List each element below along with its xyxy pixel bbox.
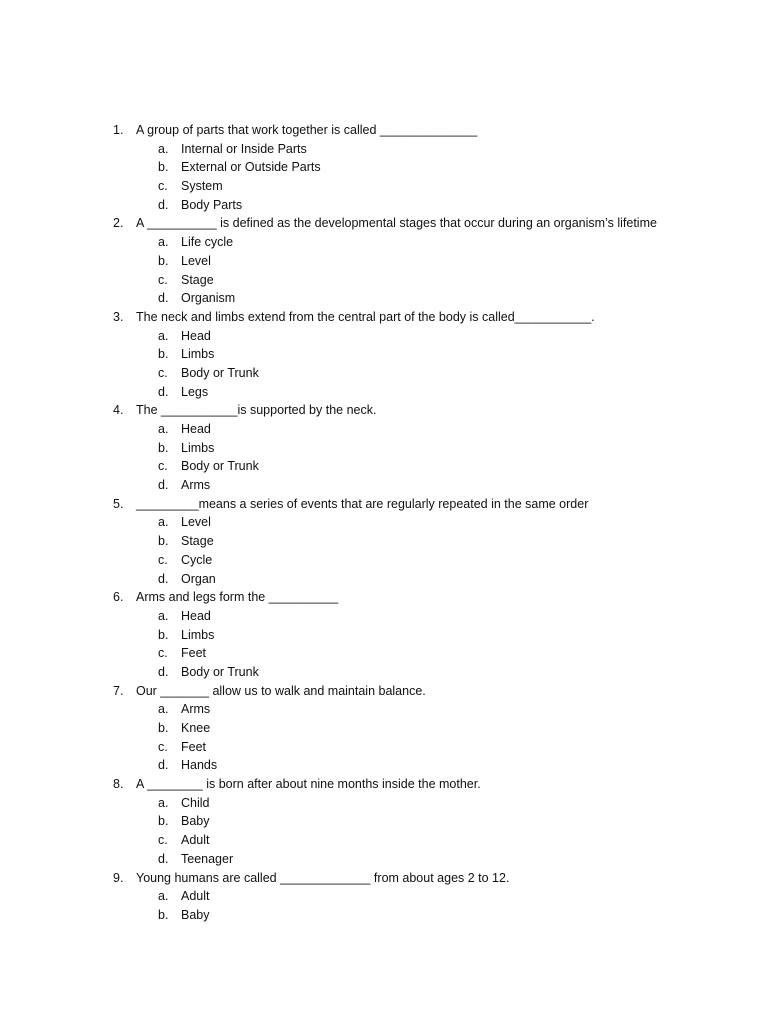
answer-option [0,812,768,831]
option-letter: d. [158,571,169,586]
option-letter: b. [158,907,169,922]
option-text: Arms [181,702,211,717]
option-text: Teenager [181,851,234,866]
question-text: A group of parts that work together is called ______________ [136,123,478,137]
question-line [0,308,768,327]
question-line [0,775,768,794]
question-number: 4. [113,403,124,418]
option-letter: d. [158,758,169,773]
option-letter: b. [158,721,169,735]
option-letter: b. [158,814,169,829]
question-item [0,121,768,214]
option-text: System [181,179,223,194]
answer-option [0,271,768,290]
option-letter: a. [158,702,169,717]
answer-option [0,476,768,495]
question-number: 5. [113,496,124,511]
answer-option [0,364,768,383]
question-item [0,214,768,307]
answer-option [0,794,768,813]
answer-options-list [0,327,768,402]
option-text: Body or Trunk [181,365,259,380]
option-text: Level [181,515,211,530]
answer-option [0,700,768,719]
question-number: 8. [113,777,124,792]
question-text: Our _______ allow us to walk and maintain balance. [136,683,426,698]
option-text: Limbs [181,347,215,362]
option-letter: c. [158,833,168,848]
option-text: Body Parts [181,197,243,212]
answer-option [0,644,768,663]
answer-option [0,887,768,906]
answer-option [0,831,768,850]
answer-option [0,663,768,682]
answer-option [0,140,768,159]
answer-option [0,719,768,738]
option-letter: a. [158,515,169,530]
option-letter: c. [158,459,168,474]
question-text: A ________ is born after about nine months inside the mother. [136,777,481,792]
option-text: Body or Trunk [181,664,259,679]
answer-option [0,158,768,177]
option-letter: a. [158,889,169,904]
question-number: 6. [113,590,124,605]
answer-option [0,233,768,252]
option-letter: b. [158,347,169,362]
option-letter: a. [158,608,169,623]
option-letter: c. [158,739,168,754]
option-text: Feet [181,646,207,661]
option-text: Body or Trunk [181,459,259,474]
question-line [0,121,768,140]
option-text: Stage [181,534,214,549]
option-text: Life cycle [181,235,234,250]
answer-option [0,756,768,775]
option-letter: a. [158,235,169,250]
question-number: 3. [113,309,124,324]
option-letter: d. [158,384,169,399]
option-text: Knee [181,721,211,735]
question-item [0,495,768,588]
option-letter: a. [158,141,169,156]
option-letter: c. [158,365,168,380]
option-text: External or Outside Parts [181,160,321,175]
option-letter: d. [158,291,169,306]
question-line [0,495,768,514]
option-letter: d. [158,851,169,866]
answer-option [0,327,768,346]
option-text: Organism [181,291,236,306]
option-letter: b. [158,627,169,642]
option-letter: d. [158,478,169,493]
option-text: Level [181,253,211,268]
answer-option [0,513,768,532]
question-line [0,401,768,420]
option-text: Limbs [181,627,215,642]
option-letter: b. [158,253,169,268]
option-letter: a. [158,422,169,436]
answer-option [0,607,768,626]
option-letter: a. [158,795,169,810]
option-letter: b. [158,160,169,175]
answer-option [0,850,768,869]
question-text: A __________ is defined as the developmental stages that occur during an organism’s lifetime [136,216,657,231]
answer-options-list [0,140,768,215]
answer-options-list [0,887,768,924]
answer-option [0,532,768,551]
question-item [0,682,768,775]
option-letter: c. [158,179,168,194]
question-number: 7. [113,683,124,698]
option-text: Head [181,608,211,623]
answer-options-list [0,700,768,775]
question-line [0,214,768,233]
answer-options-list [0,607,768,682]
question-text: Young humans are called _____________ from about ages 2 to 12. [136,870,510,885]
option-letter: c. [158,552,168,567]
question-text: The neck and limbs extend from the central part of the body is called___________. [136,309,595,324]
option-text: Internal or Inside Parts [181,141,307,156]
answer-option [0,551,768,570]
question-item [0,869,768,925]
option-text: Stage [181,272,214,287]
option-text: Baby [181,814,210,829]
question-line [0,869,768,888]
question-item [0,588,768,681]
answer-options-list [0,233,768,308]
answer-option [0,345,768,364]
question-line [0,682,768,701]
answer-option [0,177,768,196]
answer-option [0,626,768,645]
option-text: Adult [181,833,210,848]
option-text: Adult [181,889,210,904]
option-letter: d. [158,197,169,212]
question-number: 1. [113,123,124,137]
answer-option [0,906,768,925]
option-text: Arms [181,478,211,493]
question-text: The ___________is supported by the neck. [136,403,377,418]
option-text: Organ [181,571,216,586]
option-letter: a. [158,328,169,343]
option-text: Legs [181,384,209,399]
question-item [0,775,768,868]
option-text: Hands [181,758,218,773]
answer-options-list [0,513,768,588]
answer-option [0,457,768,476]
option-text: Cycle [181,552,213,567]
question-item [0,308,768,401]
answer-option [0,252,768,271]
question-line [0,588,768,607]
answer-option [0,383,768,402]
quiz-question-list [0,121,768,925]
answer-option [0,196,768,215]
option-letter: d. [158,664,169,679]
option-letter: b. [158,534,169,549]
option-letter: b. [158,440,169,455]
option-letter: c. [158,272,168,287]
question-number: 9. [113,870,124,885]
answer-option [0,738,768,757]
question-number: 2. [113,216,124,231]
answer-option [0,570,768,589]
answer-option [0,289,768,308]
answer-option [0,420,768,439]
answer-options-list [0,794,768,869]
question-item [0,401,768,494]
option-text: Head [181,422,211,436]
option-text: Head [181,328,211,343]
question-text: _________means a series of events that are regularly repeated in the same order [136,496,589,511]
option-text: Baby [181,907,210,922]
option-text: Limbs [181,440,215,455]
answer-options-list [0,420,768,495]
answer-option [0,439,768,458]
option-letter: c. [158,646,168,661]
option-text: Child [181,795,210,810]
question-text: Arms and legs form the __________ [136,590,339,605]
option-text: Feet [181,739,207,754]
